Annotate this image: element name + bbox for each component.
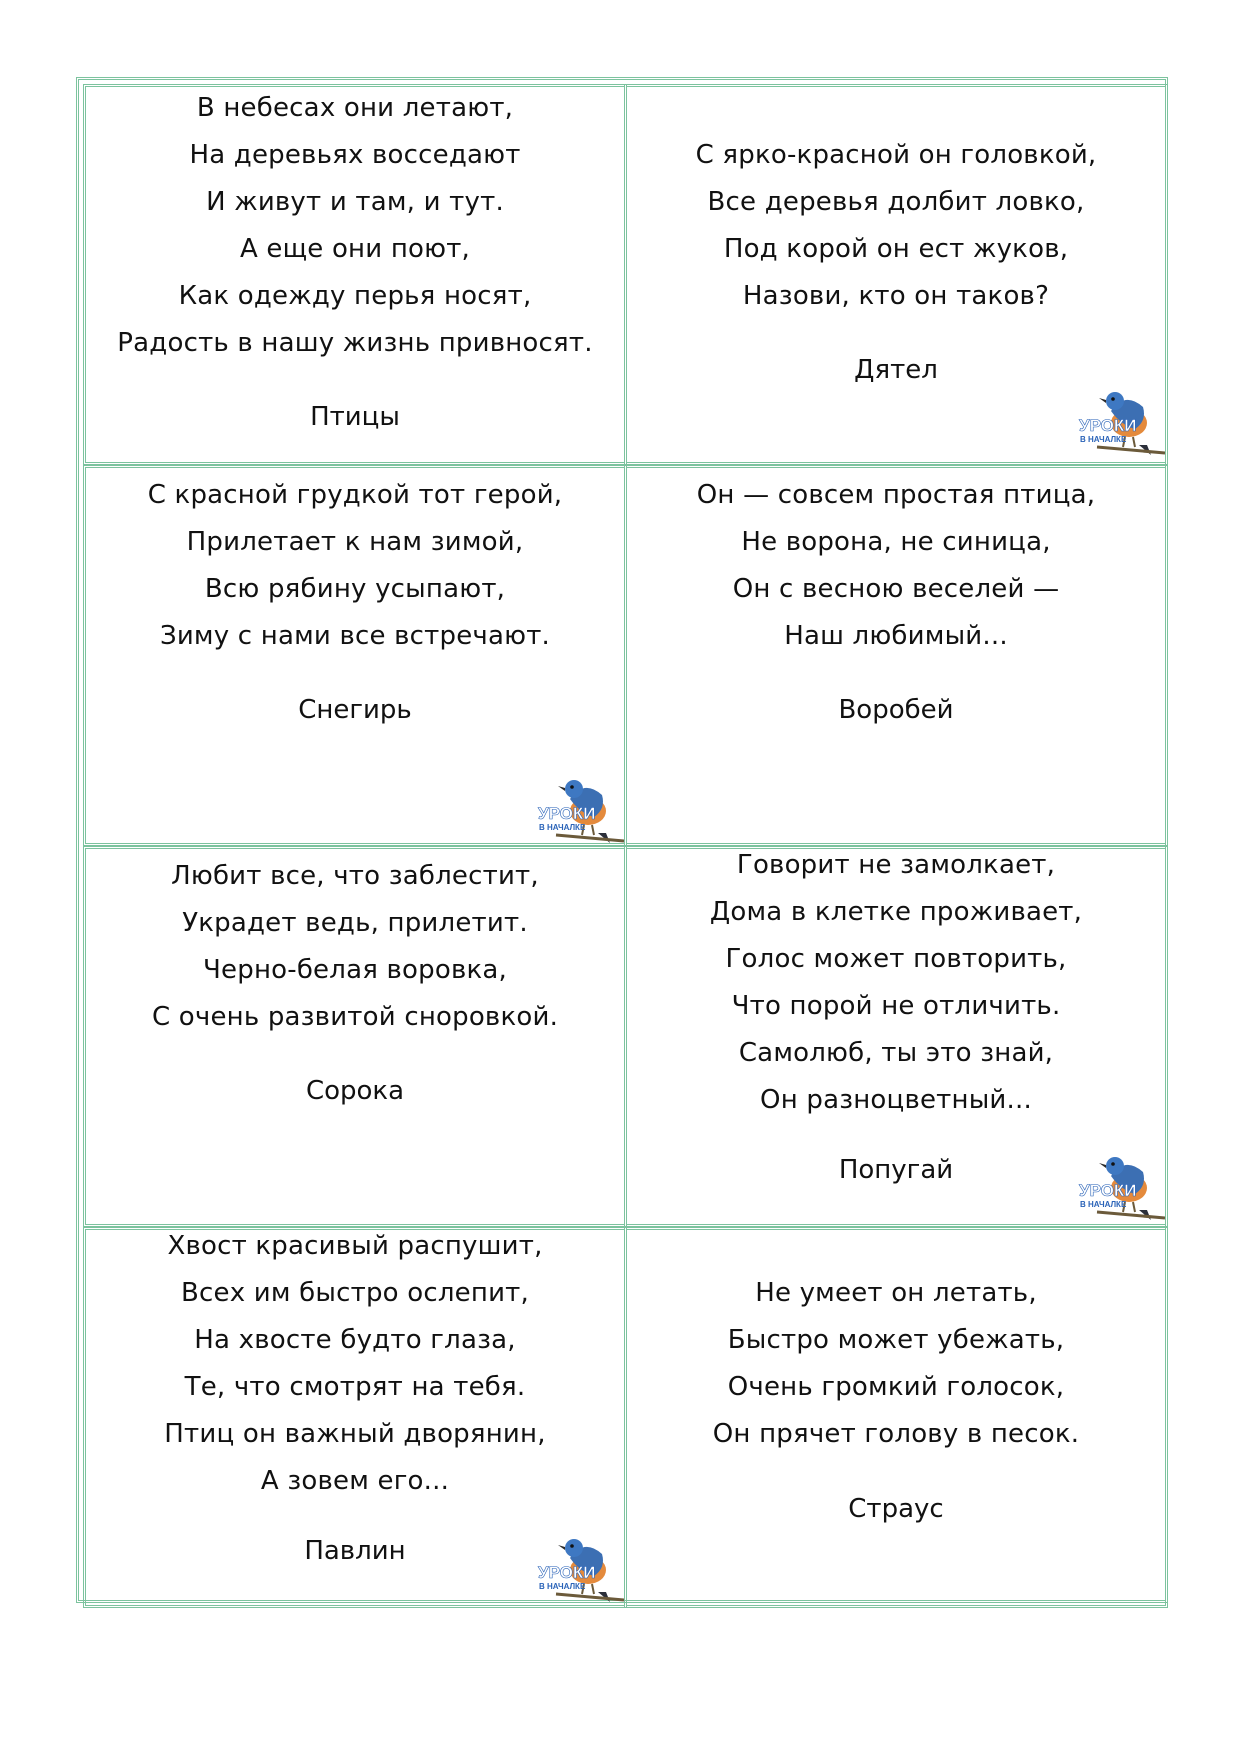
verse-line: Как одежду перья носят, — [178, 281, 532, 311]
verse-line: Украдет ведь, прилетит. — [182, 908, 528, 938]
verse-line: Зиму с нами все встречают. — [159, 621, 551, 651]
verse-line: Говорит не замолкает, — [736, 850, 1056, 880]
verse-line: Прилетает к нам зимой, — [186, 527, 524, 557]
riddle-verse — [627, 1270, 1165, 1458]
verse-line: Наш любимый... — [784, 621, 1008, 651]
verse-line: Назови, кто он таков? — [742, 281, 1050, 311]
riddle-answer: Попугай — [838, 1155, 954, 1185]
verse-line: Черно-белая воровка, — [203, 955, 507, 985]
verse-line: Он разноцветный... — [760, 1085, 1032, 1115]
verse-line: В небесах они летают, — [196, 93, 514, 123]
verse-line: Он — совсем простая птица, — [696, 480, 1096, 510]
svg-text:В НАЧАЛКЕ: В НАЧАЛКЕ — [1080, 1200, 1127, 1209]
riddle-verse — [627, 132, 1165, 320]
riddle-verse — [86, 853, 624, 1041]
riddle-answer: Павлин — [304, 1536, 406, 1566]
logo — [1077, 381, 1167, 457]
svg-text:УРОКИ: УРОКИ — [538, 804, 596, 823]
riddle-verse — [86, 85, 624, 367]
verse-line: Что порой не отличить. — [731, 991, 1061, 1021]
verse-line: Птиц он важный дворянин, — [164, 1419, 546, 1449]
riddle-verse — [627, 846, 1165, 1124]
verse-line: Быстро может убежать, — [727, 1325, 1065, 1355]
bluebird-logo-icon — [536, 769, 626, 845]
logo — [536, 1528, 626, 1604]
verse-line: На деревьях восседают — [189, 140, 521, 170]
verse-line: Очень громкий голосок, — [727, 1372, 1065, 1402]
verse-line: Всех им быстро ослепит, — [181, 1278, 529, 1308]
riddle-verse — [86, 467, 624, 660]
svg-text:УРОКИ: УРОКИ — [538, 1563, 596, 1582]
verse-line: А зовем его... — [260, 1466, 450, 1496]
riddle-answer: Снегирь — [298, 695, 412, 725]
riddle-answer: Дятел — [854, 355, 938, 385]
riddle-answer: Птицы — [310, 402, 400, 432]
verse-line: Не умеет он летать, — [755, 1278, 1037, 1308]
verse-line: Любит все, что заблестит, — [171, 861, 539, 891]
verse-line: Он прячет голову в песок. — [712, 1419, 1080, 1449]
svg-text:УРОКИ: УРОКИ — [1079, 416, 1137, 435]
bluebird-logo-icon — [1077, 1146, 1167, 1222]
riddle-verse — [86, 1227, 624, 1505]
riddle-card — [624, 1227, 1168, 1608]
verse-line: И живут и там, и тут. — [206, 187, 504, 217]
riddle-card — [624, 465, 1168, 846]
verse-line: Он с весною веселей — — [732, 574, 1060, 604]
verse-line: Хвост красивый распушит, — [167, 1231, 543, 1261]
verse-line: Под корой он ест жуков, — [723, 234, 1069, 264]
riddle-verse — [627, 472, 1165, 660]
verse-line: Всю рябину усыпают, — [204, 574, 506, 604]
verse-line: Все деревья долбит ловко, — [707, 187, 1085, 217]
riddle-card — [624, 84, 1168, 465]
verse-line: Самолюб, ты это знай, — [738, 1038, 1054, 1068]
verse-line: С красной грудкой тот герой, — [147, 480, 563, 510]
verse-line: На хвосте будто глаза, — [194, 1325, 516, 1355]
verse-line: Голос может повторить, — [725, 944, 1067, 974]
svg-text:В НАЧАЛКЕ: В НАЧАЛКЕ — [539, 1582, 586, 1591]
verse-line: Те, что смотрят на тебя. — [184, 1372, 526, 1402]
verse-line: А еще они поют, — [239, 234, 471, 264]
logo — [536, 769, 626, 845]
bluebird-logo-icon — [536, 1528, 626, 1604]
logo — [1077, 1146, 1167, 1222]
riddle-card — [83, 846, 627, 1227]
svg-text:В НАЧАЛКЕ: В НАЧАЛКЕ — [1080, 435, 1127, 444]
riddle-card — [624, 846, 1168, 1227]
riddle-answer: Сорока — [305, 1076, 405, 1106]
riddle-card — [83, 84, 627, 465]
verse-line: С ярко-красной он головкой, — [695, 140, 1097, 170]
svg-text:УРОКИ: УРОКИ — [1079, 1181, 1137, 1200]
riddle-answer: Страус — [848, 1494, 944, 1524]
verse-line: С очень развитой сноровкой. — [151, 1002, 559, 1032]
riddle-card — [83, 465, 627, 846]
verse-line: Радость в нашу жизнь привносят. — [117, 328, 593, 358]
verse-line: Дома в клетке проживает, — [709, 897, 1083, 927]
riddle-card — [83, 1227, 627, 1608]
svg-text:В НАЧАЛКЕ: В НАЧАЛКЕ — [539, 823, 586, 832]
riddle-answer: Воробей — [838, 695, 954, 725]
bluebird-logo-icon — [1077, 381, 1167, 457]
verse-line: Не ворона, не синица, — [741, 527, 1051, 557]
